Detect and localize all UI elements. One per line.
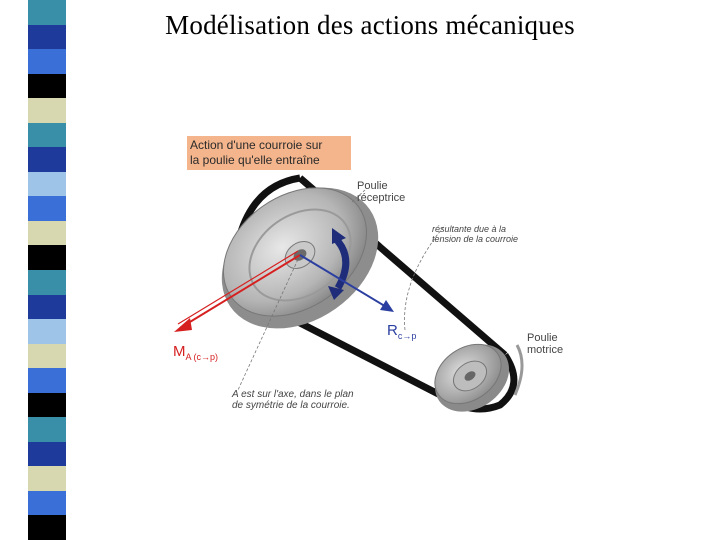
label-axis-note: [232, 389, 354, 411]
moment-vector-label: [173, 343, 218, 362]
stripe-block: [28, 515, 66, 540]
pulley-diagram: [160, 130, 600, 440]
moment-subscript: A (c→p): [185, 352, 219, 362]
stripe-block: [28, 393, 66, 418]
force-symbol: R: [387, 322, 398, 339]
stripe-block: [28, 196, 66, 221]
slide-title: Modélisation des actions mécaniques: [165, 10, 575, 40]
stripe-block: [28, 123, 66, 148]
label-driven-pulley-2: réceptrice: [357, 192, 406, 204]
force-vector-label: [387, 322, 416, 341]
label-resultant-1: résultante due à la: [432, 224, 507, 234]
label-axis-note-2: de symétrie de la courroie.: [232, 400, 350, 411]
stripe-block: [28, 344, 66, 369]
diagram-caption: [187, 136, 351, 170]
label-resultant: [432, 224, 518, 244]
force-subscript: c→p: [397, 331, 417, 341]
stripe-block: [28, 147, 66, 172]
stripe-block: [28, 221, 66, 246]
stripe-block: [28, 417, 66, 442]
stripe-block: [28, 245, 66, 270]
label-drive-pulley: [527, 332, 563, 356]
label-axis-note-1: A est sur l'axe, dans le plan: [232, 389, 354, 400]
stripe-block: [28, 442, 66, 467]
stripe-block: [28, 319, 66, 344]
pulley-illustration: [160, 130, 600, 440]
stripe-block: [28, 368, 66, 393]
label-drive-pulley-1: Poulie: [527, 332, 558, 344]
decorative-stripe: [28, 0, 66, 540]
caption-line-1: Action d'une courroie sur: [190, 138, 323, 152]
stripe-block: [28, 74, 66, 99]
label-driven-pulley-1: Poulie: [357, 180, 388, 192]
stripe-block: [28, 270, 66, 295]
stripe-block: [28, 98, 66, 123]
stripe-block: [28, 172, 66, 197]
label-drive-pulley-2: motrice: [527, 344, 564, 356]
stripe-block: [28, 491, 66, 516]
moment-symbol: M: [173, 343, 186, 360]
stripe-block: [28, 466, 66, 491]
stripe-block: [28, 295, 66, 320]
label-resultant-2: tension de la courroie: [432, 234, 519, 244]
caption-line-2: la poulie qu'elle entraîne: [190, 153, 320, 167]
stripe-block: [28, 49, 66, 74]
label-driven-pulley: [357, 180, 405, 204]
